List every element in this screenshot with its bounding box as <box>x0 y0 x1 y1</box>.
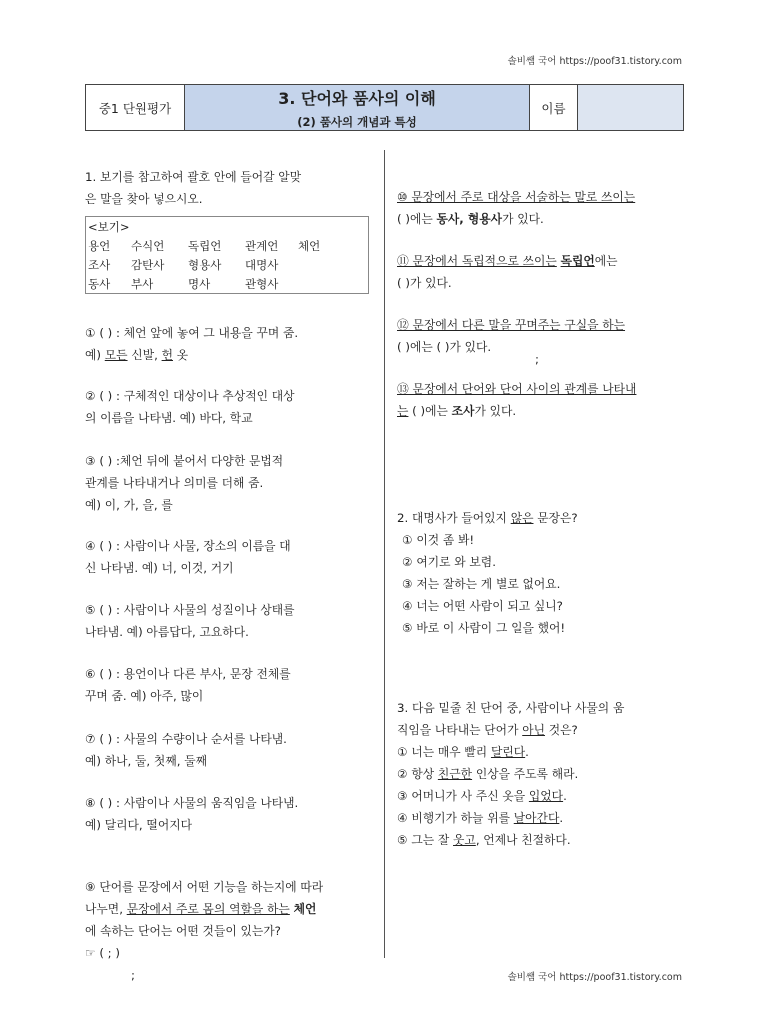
item-line: ③ ( ) :체언 뒤에 붙어서 다양한 문법적 <box>85 454 284 468</box>
example-word: 대명사 <box>245 258 279 272</box>
example-word: 관형사 <box>245 277 279 291</box>
worksheet-title: 3. 단어와 품사의 이해 <box>278 89 436 108</box>
text: 가 있다. <box>474 404 517 418</box>
q3-option[interactable] <box>397 763 687 785</box>
q1-item-10 <box>397 186 687 230</box>
item-line: 예) 하나, 둘, 첫째, 둘째 <box>85 754 208 768</box>
q2-option[interactable]: ③ 저는 잘하는 게 별로 없어요. <box>402 577 561 591</box>
q1-item-1 <box>85 322 375 366</box>
header-text: 솔비쌤 국어 https://poof31.tistory.com <box>507 56 682 67</box>
example-row <box>88 275 368 294</box>
underlined-phrase: 문장에서 주로 몸의 역할을 하는 <box>126 902 290 916</box>
underlined-word: 달린다 <box>490 745 526 759</box>
q2-option[interactable]: ② 여기로 와 보렴. <box>402 555 496 569</box>
q1-item-2 <box>85 385 375 429</box>
underlined-word: 아닌 <box>522 723 546 737</box>
text: . <box>563 789 567 803</box>
bold-term: 독립언 <box>560 254 595 268</box>
item-line: ⑥ ( ) : 용언이나 다른 부사, 문장 전체를 <box>85 667 291 681</box>
item-line: ② ( ) : 구체적인 대상이나 추상적인 대상 <box>85 389 295 403</box>
example-word: 관계언 <box>245 239 279 253</box>
text: ② 항상 <box>397 767 438 781</box>
q2-stem <box>397 507 687 529</box>
underlined-word: 모든 <box>104 348 128 362</box>
item-line: ① ( ) : 체언 앞에 놓여 그 내용을 꾸며 줌. <box>85 326 299 340</box>
example-word: 용언 <box>88 239 111 253</box>
text: ④ 비행기가 하늘 위를 <box>397 811 514 825</box>
q1-stem <box>85 166 375 210</box>
text: . <box>559 811 564 825</box>
column-divider <box>384 150 385 958</box>
q3 <box>397 697 687 851</box>
bold-term: 동사 <box>436 212 460 226</box>
item-line: 예) 달리다, 떨어지다 <box>85 818 193 832</box>
item-line: ⑨ 단어를 문장에서 어떤 기능을 하는지에 따라 <box>85 880 324 894</box>
q3-option[interactable] <box>397 807 687 829</box>
q1-item-8 <box>85 792 375 836</box>
answer-line: ☞ ( ; ) <box>85 946 121 960</box>
text: 에는 <box>594 254 618 268</box>
q3-option[interactable] <box>397 829 687 851</box>
text: ( )에는 <box>397 212 437 226</box>
example-word: 명사 <box>188 277 211 291</box>
example-row <box>88 237 368 256</box>
underlined-word: 친근한 <box>437 767 473 781</box>
title-table <box>85 84 684 131</box>
item-line: 의 이름을 나타냄. 예) 바다, 학교 <box>85 411 253 425</box>
item-line: ⑬ 문장에서 단어와 단어 사이의 관계를 나타내 <box>397 382 637 396</box>
q3-stem-line2 <box>397 719 687 741</box>
underlined-word: 입었다 <box>528 789 564 803</box>
q1-stem-line2: 은 말을 찾아 넣으시오. <box>85 192 203 206</box>
example-box <box>85 216 369 294</box>
text: 인상을 주도록 해라. <box>472 767 579 781</box>
worksheet-subtitle: (2) 품사의 개념과 특성 <box>297 115 417 129</box>
name-label: 이름 <box>530 85 578 131</box>
text: ( )에는 <box>408 404 452 418</box>
example-word: 독립언 <box>188 239 222 253</box>
text: ① 너는 매우 빨리 <box>397 745 491 759</box>
item-line <box>85 344 375 366</box>
grade-label: 중1 단원평가 <box>86 85 185 131</box>
example-word: 형용사 <box>188 258 222 272</box>
item-line <box>85 898 375 920</box>
bold-term: 형용사 <box>467 212 503 226</box>
item-line: 관계를 나타내거나 의미를 더해 줌. <box>85 476 264 490</box>
item-line: 나타냄. 예) 아름답다, 고요하다. <box>85 625 249 639</box>
underlined-word: 헌 <box>161 348 173 362</box>
item-line: 신 나타냄. 예) 너, 이것, 거기 <box>85 561 234 575</box>
item-line: 에 속하는 단어는 어떤 것들이 있는가? <box>85 924 281 938</box>
q2-option[interactable]: ④ 너는 어떤 사람이 되고 싶니? <box>402 599 563 613</box>
name-field[interactable] <box>578 85 684 131</box>
underlined-word: 날아간다 <box>513 811 560 825</box>
q1-item-9 <box>85 876 375 986</box>
q2 <box>397 507 687 639</box>
text: 옷 <box>173 348 189 362</box>
item-line: ⑧ ( ) : 사람이나 사물의 움직임을 나타냄. <box>85 796 299 810</box>
text: 직임을 나타내는 단어가 <box>397 723 523 737</box>
underlined-phrase: ⑪ 문장에서 독립적으로 쓰이는 <box>397 254 557 268</box>
bold-term: 체언 <box>293 902 317 916</box>
bold-term: 조사 <box>451 404 475 418</box>
q3-stem-line1: 3. 다음 밑줄 친 단어 중, 사람이나 사물의 움 <box>397 701 625 715</box>
q1-item-3 <box>85 450 375 516</box>
q1-item-7 <box>85 728 375 772</box>
example-word: 감탄사 <box>131 258 165 272</box>
example-word: 조사 <box>88 258 111 272</box>
text: 예) <box>85 348 105 362</box>
example-row <box>88 256 368 275</box>
text: . <box>525 745 529 759</box>
text: 나누면, <box>85 902 127 916</box>
example-word: 수식언 <box>131 239 165 253</box>
answer-line: ; <box>535 352 539 366</box>
text: ⑤ 그는 잘 <box>397 833 454 847</box>
text: 가 있다. <box>502 212 544 226</box>
footer-text: 솔비쌤 국어 https://poof31.tistory.com <box>507 972 682 983</box>
item-line <box>397 208 687 230</box>
text: , <box>459 212 468 226</box>
item-line: ⑫ 문장에서 다른 말을 꾸며주는 구실을 하는 <box>397 318 626 332</box>
q3-option[interactable] <box>397 741 687 763</box>
text: 2. 대명사가 들어있지 <box>397 511 511 525</box>
q2-option[interactable]: ① 이것 좀 봐! <box>402 533 475 547</box>
example-box-title: <보기> <box>88 220 130 234</box>
text: 문장은? <box>533 511 578 525</box>
underlined-word: 웃고 <box>453 833 476 847</box>
text: 것은? <box>545 723 578 737</box>
underlined-word: 는 <box>397 404 409 418</box>
item-line: ⑤ ( ) : 사람이나 사물의 성질이나 상태를 <box>85 603 295 617</box>
q1-item-5 <box>85 599 375 643</box>
answer-line: ; <box>131 968 135 982</box>
q1-stem-line1: 1. 보기를 참고하여 괄호 안에 들어갈 알맞 <box>85 170 302 184</box>
item-line: 예) 이, 가, 을, 를 <box>85 498 173 512</box>
item-line: ④ ( ) : 사람이나 사물, 장소의 이름을 대 <box>85 539 291 553</box>
example-word: 체언 <box>298 239 321 253</box>
text: ③ 어머니가 사 주신 옷을 <box>397 789 529 803</box>
q3-option[interactable] <box>397 785 687 807</box>
item-line: ⑩ 문장에서 주로 대상을 서술하는 말로 쓰이는 <box>397 190 636 204</box>
item-line <box>397 400 687 422</box>
example-word: 동사 <box>88 277 111 291</box>
q1-item-12 <box>397 314 687 370</box>
item-line: ( )가 있다. <box>397 276 452 290</box>
q2-option[interactable]: ⑤ 바로 이 사람이 그 일을 했어! <box>402 621 566 635</box>
example-word: 부사 <box>131 277 154 291</box>
text: , 언제나 친절하다. <box>475 833 571 847</box>
q1-item-6 <box>85 663 375 707</box>
title-cell <box>185 85 530 131</box>
item-line: ⑦ ( ) : 사물의 수량이나 순서를 나타냄. <box>85 732 287 746</box>
item-line: 꾸며 줌. 예) 아주, 많이 <box>85 689 204 703</box>
q1-item-11 <box>397 250 687 294</box>
q1-item-4 <box>85 535 375 579</box>
text: 신발, <box>127 348 162 362</box>
q1-item-13 <box>397 378 687 422</box>
item-line: ( )에는 ( )가 있다. <box>397 340 492 354</box>
underlined-word: 않은 <box>510 511 534 525</box>
item-line <box>397 250 687 272</box>
